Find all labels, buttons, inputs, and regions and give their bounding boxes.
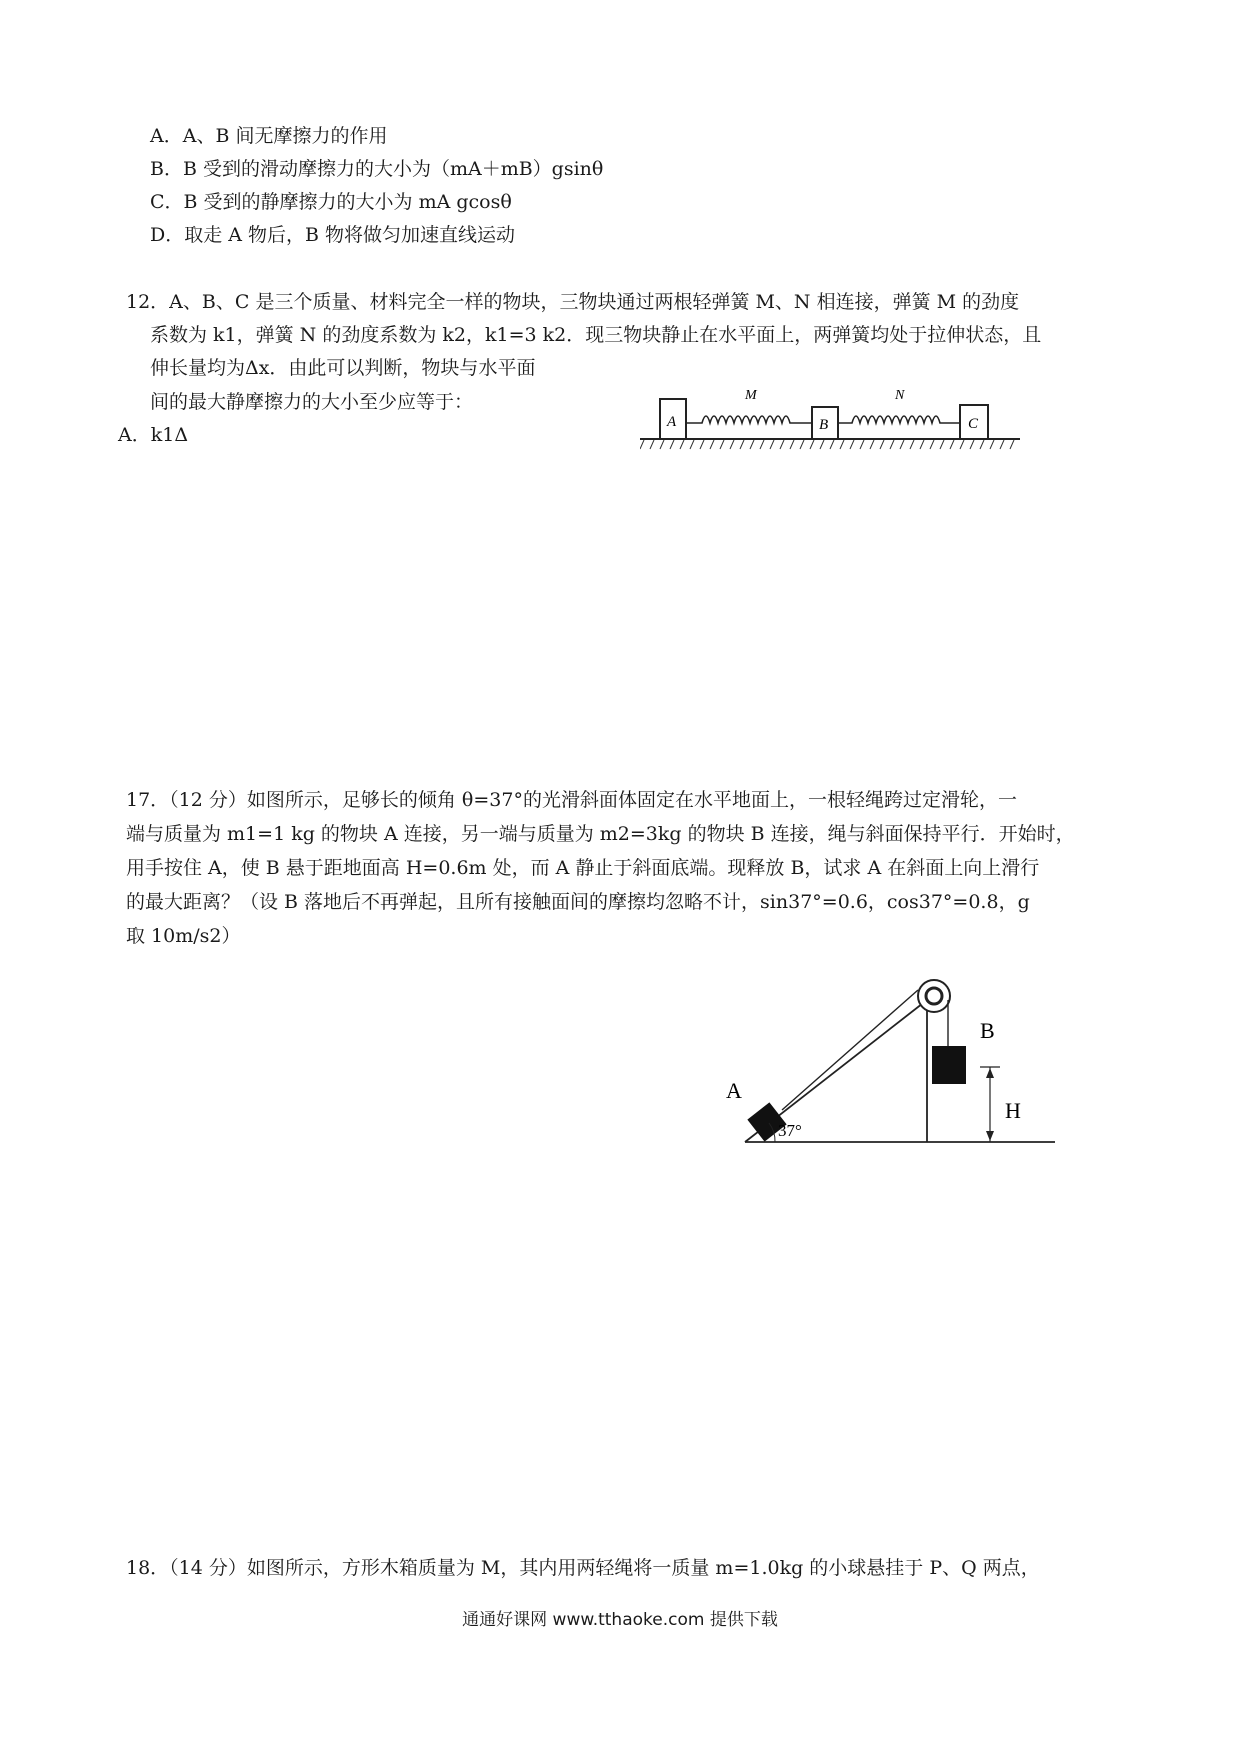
q17-incline-figure [690,960,1070,1150]
q17-label-b: B [980,1018,995,1043]
q12-block-b-label: B [819,417,829,433]
q12-line-1: 12．A、B、C 是三个质量、材料完全一样的物块，三物块通过两根轻弹簧 M、N 相连接，弹簧 M 的劲度 [126,291,1020,313]
q11-option-a: A．A、B 间无摩擦力的作用 [150,125,388,147]
q12-line-4: 间的最大静摩擦力的大小至少应等于： [150,391,474,413]
q17-line-3: 用手按住 A，使 B 悬于距地面高 H=0.6m 处，而 A 静止于斜面底端。现释放 B，试求 A 在斜面上向上滑行 [126,857,1040,879]
q17-angle-label: 37° [778,1121,802,1140]
q12-spring-m-label: M [745,388,757,403]
q12-block-a-label: A [667,414,677,430]
q12-option-a: A．k1Δ [118,424,189,446]
q12-spring-n-label: N [895,388,905,403]
q17-line-4: 的最大距离？（设 B 落地后不再弹起，且所有接触面间的摩擦均忽略不计，sin37°=0.6，cos37°=0.8，g [126,891,1030,913]
page-footer: 通通好课网 www.tthaoke.com 提供下载 [462,1610,778,1630]
q11-option-d: D．取走 A 物后，B 物将做匀加速直线运动 [150,224,516,246]
q12-line-3: 伸长量均为Δx．由此可以判断，物块与水平面 [150,357,536,379]
q17-line-5: 取 10m/s2） [126,925,241,947]
q12-block-c-label: C [968,416,979,432]
q12-spring-figure [640,385,1040,455]
q11-option-b: B．B 受到的滑动摩擦力的大小为（mA＋mB）gsinθ [150,158,604,180]
q17-line-2: 端与质量为 m1=1 kg 的物块 A 连接，另一端与质量为 m2=3kg 的物块 B 连接，绳与斜面保持平行．开始时， [126,823,1075,845]
q17-line-1: 17．（12 分）如图所示，足够长的倾角 θ=37°的光滑斜面体固定在水平地面上，一根轻绳跨过定滑轮，一 [126,789,1017,811]
q17-label-h: H [1005,1098,1021,1123]
q11-option-c: C．B 受到的静摩擦力的大小为 mA gcosθ [150,191,512,213]
q18-line-1: 18．（14 分）如图所示，方形木箱质量为 M，其内用两轻绳将一质量 m=1.0kg 的小球悬挂于 P、Q 两点， [126,1557,1040,1579]
q17-label-a: A [726,1078,742,1103]
q12-line-2: 系数为 k1，弹簧 N 的劲度系数为 k2，k1=3 k2．现三物块静止在水平面上，两弹簧均处于拉伸状态，且 [150,324,1042,346]
